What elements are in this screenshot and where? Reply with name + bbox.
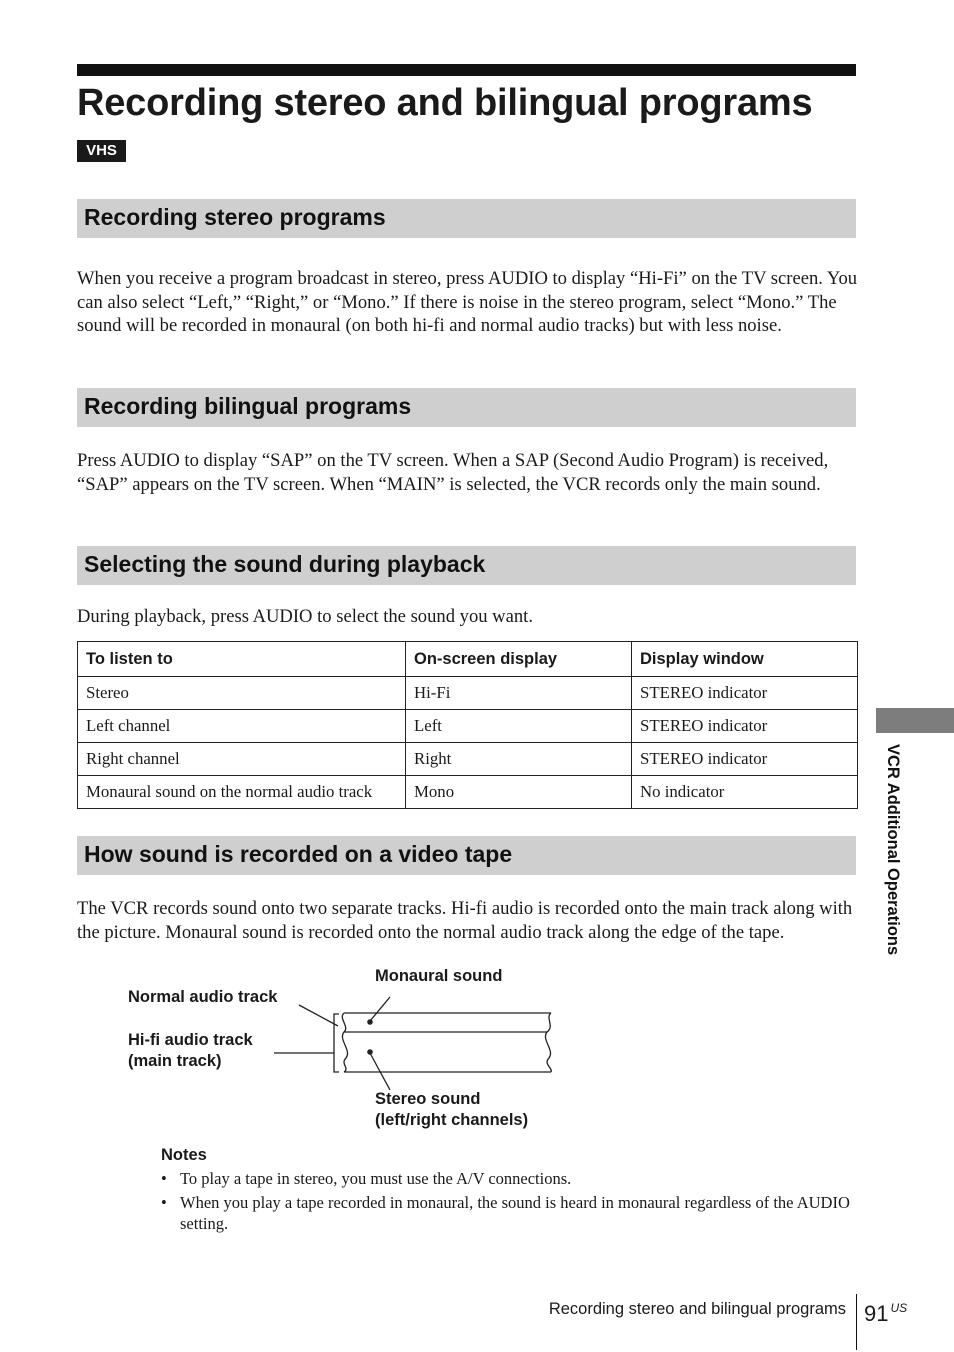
table-header-cell: To listen to (78, 642, 406, 677)
tape-left-end (342, 1013, 347, 1072)
stereo-dot (367, 1049, 373, 1055)
table-cell: Right (406, 743, 632, 776)
normal-track-leader (299, 1005, 338, 1026)
table-header-cell: Display window (632, 642, 858, 677)
footer-title: Recording stereo and bilingual programs (548, 1300, 846, 1318)
table-cell: STEREO indicator (632, 677, 858, 710)
notes-heading: Notes (161, 1146, 207, 1164)
table-cell: Hi-Fi (406, 677, 632, 710)
label-left-right-channels: (left/right channels) (375, 1111, 529, 1129)
table-cell: Monaural sound on the normal audio track (78, 776, 406, 809)
note-item: • When you play a tape recorded in monaural, the sound is heard in monaural regardless of the AUDIO setting. (161, 1192, 861, 1234)
table-cell: STEREO indicator (632, 710, 858, 743)
monaural-dot (367, 1019, 373, 1025)
label-stereo-sound: Stereo sound (375, 1090, 481, 1108)
section-heading-stereo: Recording stereo programs (77, 199, 856, 238)
label-hifi-main-track: (main track) (128, 1052, 222, 1070)
table-header-cell: On-screen display (406, 642, 632, 677)
page-number (864, 1294, 907, 1328)
sidebar-section-tab (876, 708, 954, 733)
table-cell: STEREO indicator (632, 743, 858, 776)
notes-list (161, 1168, 861, 1237)
playback-paragraph: During playback, press AUDIO to select the sound you want. (77, 606, 533, 627)
page-title: Recording stereo and bilingual programs (77, 82, 813, 124)
table-cell: No indicator (632, 776, 858, 809)
table-cell: Left channel (78, 710, 406, 743)
section-heading-bilingual: Recording bilingual programs (77, 388, 856, 427)
tape-paragraph: The VCR records sound onto two separate tracks. Hi-fi audio is recorded onto the main track along with the picture. Monaural sound is recorded onto the normal audio track along the edge of the tape. (77, 898, 853, 943)
label-hifi-track: Hi-fi audio track (128, 1031, 253, 1049)
stereo-paragraph: When you receive a program broadcast in stereo, press AUDIO to display “Hi-Fi” on the TV screen. You can also select “Left,” “Right,” or “Mono.” If there is noise in the stereo program, select “Mono.” The sound will be recorded in monaural (on both hi-fi and normal audio tracks) but with less noise. (77, 268, 858, 337)
label-monaural-sound: Monaural sound (375, 967, 503, 985)
table-cell: Mono (406, 776, 632, 809)
tape-right-end (545, 1013, 551, 1072)
page-number-value: 91 (864, 1301, 889, 1326)
track-bracket (334, 1014, 339, 1072)
footer-divider (856, 1294, 857, 1350)
label-normal-audio-track: Normal audio track (128, 988, 278, 1006)
sidebar-chapter-label: VCR Additional Operations (884, 744, 902, 956)
table-cell: Stereo (78, 677, 406, 710)
section-heading-playback: Selecting the sound during playback (77, 546, 856, 585)
note-item: • To play a tape in stereo, you must use the A/V connections. (161, 1168, 861, 1189)
bilingual-paragraph: Press AUDIO to display “SAP” on the TV screen. When a SAP (Second Audio Program) is received, “SAP” appears on the TV screen. When “MAIN” is selected, the VCR records only the main sound. (77, 450, 829, 495)
vhs-badge: VHS (77, 140, 126, 162)
table-cell: Right channel (78, 743, 406, 776)
table-cell: Left (406, 710, 632, 743)
section-heading-tape: How sound is recorded on a video tape (77, 836, 856, 875)
page-region: US (890, 1301, 908, 1315)
monaural-leader (370, 997, 390, 1021)
